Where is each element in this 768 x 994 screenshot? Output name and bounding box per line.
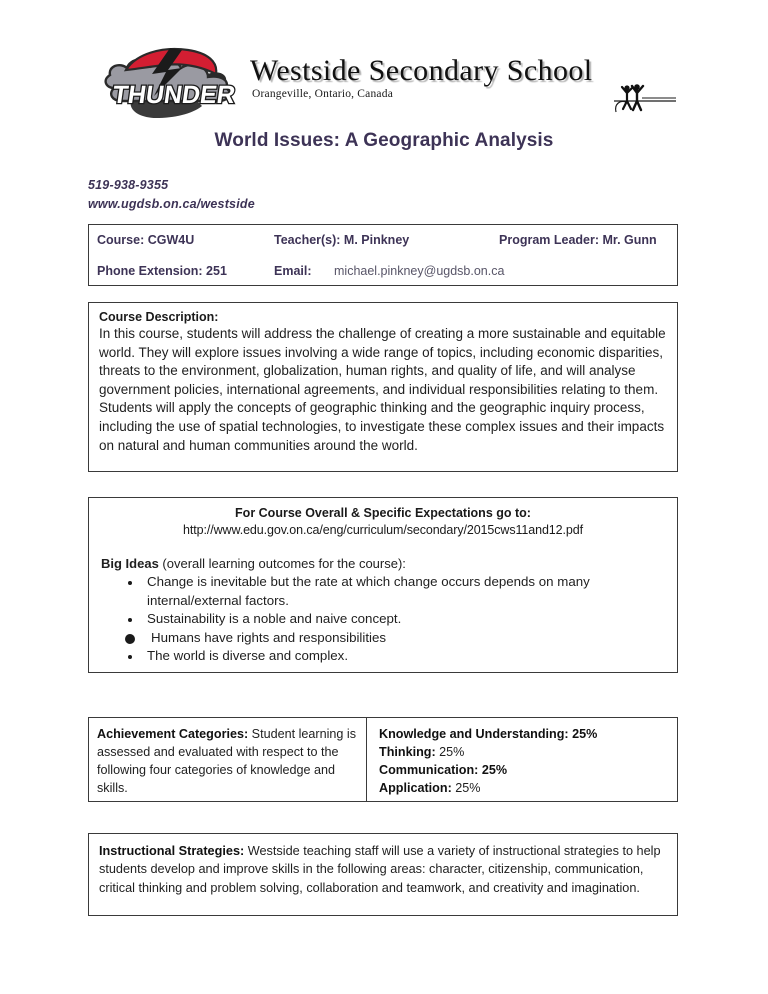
achievement-weights-cell [366,718,677,801]
category-name: Communication: [379,763,479,777]
category-name: Knowledge and Understanding: [379,727,569,741]
list-item [101,610,665,629]
school-name: Westside Secondary School [250,54,593,87]
course-info-row-2 [89,256,677,287]
course-description-heading: Course Description: [99,310,219,324]
achievement-description [97,725,356,797]
big-ideas-label-bold: Big Ideas [101,556,159,571]
page-title: World Issues: A Geographic Analysis [214,130,554,151]
instructional-strategies-text [99,842,666,897]
email-address[interactable]: michael.pinkney@ugdsb.on.ca [334,264,505,278]
people-celebrating-icon [612,82,678,116]
table-row [379,725,667,743]
expectations-heading: For Course Overall & Specific Expectations go to: [235,506,531,520]
instructional-strategies-body: Westside teaching staff will use a variety of instructional strategies to help students develop and improve skills in the following areas: character, citizenship, communication, critical thinking and problem solving, collaboration and teamwork, and creativity and imagination. [99,844,661,895]
program-leader: Program Leader: Mr. Gunn [499,233,657,247]
expectations-box [88,497,678,673]
phone-extension: Phone Extension: 251 [97,264,227,278]
bullet-icon-large [125,634,135,644]
school-phone: 519-938-9355 [88,178,169,192]
bullet-icon [128,581,132,585]
achievement-description-text: Student learning is assessed and evaluated with respect to the following four categories of knowledge and skills. [97,727,357,795]
list-item-text: Sustainability is a noble and naive concept. [147,611,402,626]
list-item-text: The world is diverse and complex. [147,648,349,663]
course-info-box [88,224,678,286]
table-row [379,743,667,761]
course-code: Course: CGW4U [97,233,195,247]
list-item-text: Humans have rights and responsibilities [151,629,387,645]
table-row [379,779,667,797]
category-weight: 25% [481,763,508,777]
instructional-strategies-label: Instructional Strategies: [99,844,245,858]
school-website[interactable]: www.ugdsb.on.ca/westside [88,197,255,211]
list-item-text: Change is inevitable but the rate at which change occurs depends on many internal/external factors. [147,574,590,608]
category-weight: 25% [439,745,465,759]
table-row [379,761,667,779]
category-weight: 25% [455,781,481,795]
category-name: Application: [379,781,452,795]
category-weight: 25% [572,727,598,741]
email-label: Email: [274,264,312,278]
instructional-strategies-box [88,833,678,916]
bullet-icon [128,618,132,622]
thunder-wordmark: THUNDER [110,81,237,109]
category-name: Thinking: [379,745,436,759]
curriculum-url[interactable]: http://www.edu.gov.on.ca/eng/curriculum/secondary/2015cws11and12.pdf [183,523,583,537]
achievement-description-cell [89,718,366,801]
course-description-text: In this course, students will address the challenge of creating a more sustainable and equitable world. They will explore issues involving a wide range of topics, including economic disparities, threats to the environment, globalization, human rights, and quality of life, and will analyse government policies, international agreements, and individual responsibilities relating to them. Students will apply the concepts of geographic thinking and the geographic inquiry process, including the use of spatial technologies, to investigate these complex issues and their impacts on natural and human communities around the world. [99,326,666,453]
big-ideas-label-rest: (overall learning outcomes for the course): [158,556,406,571]
thunder-logo [96,44,248,122]
big-ideas-label [101,556,665,571]
teacher-name: Teacher(s): M. Pinkney [274,233,410,247]
list-item [101,647,665,666]
achievement-label: Achievement Categories: [97,727,249,741]
bullet-icon [128,655,132,659]
page-header [0,0,768,168]
course-info-row-1 [89,225,677,256]
school-location: Orangeville, Ontario, Canada [252,88,393,100]
course-description-box [88,302,678,472]
big-ideas-list [101,573,665,666]
list-item [101,573,665,610]
list-item [101,629,665,648]
achievement-categories-box [88,717,678,802]
